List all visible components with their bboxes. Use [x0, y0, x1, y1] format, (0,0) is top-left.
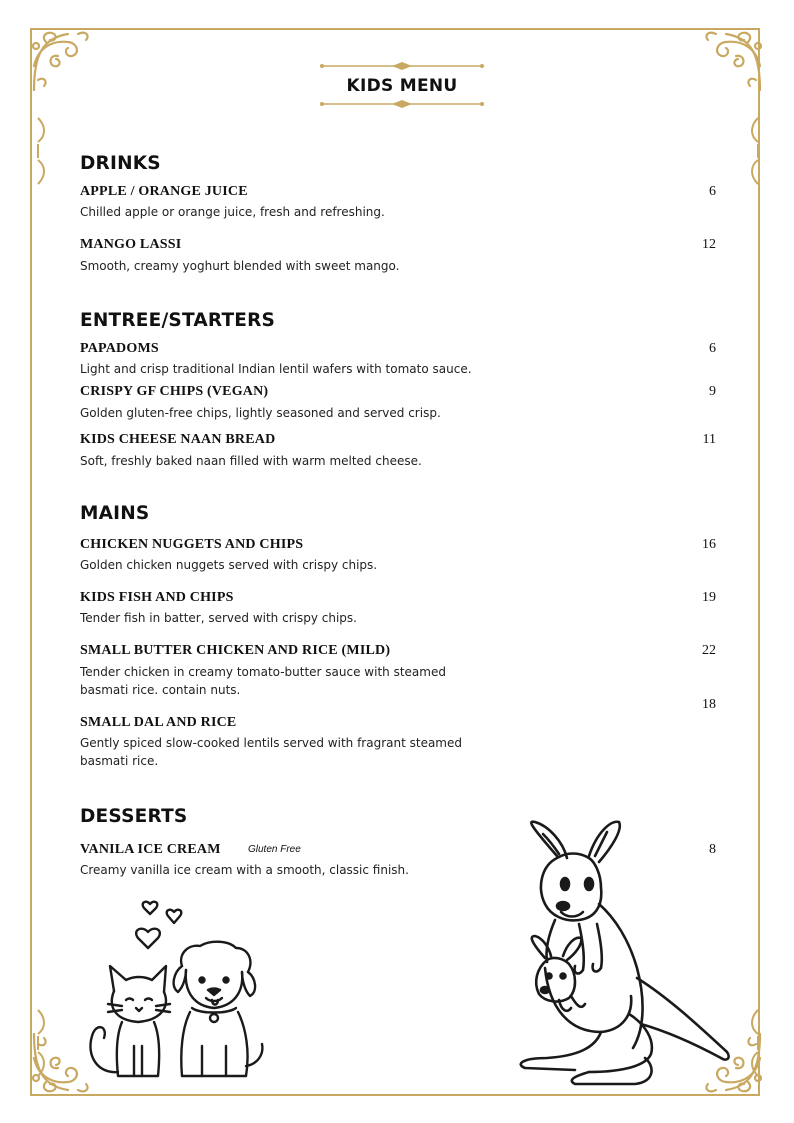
- cat-and-dog-illustration: [78, 896, 268, 1082]
- side-ornament-icon: [748, 116, 762, 186]
- side-ornament-icon: [34, 1008, 48, 1078]
- ornament-divider-icon: [320, 62, 484, 70]
- menu-item-name: KIDS FISH AND CHIPS: [80, 590, 234, 605]
- menu-item-price: 16: [702, 537, 716, 552]
- menu-item-name: PAPADOMS: [80, 341, 159, 356]
- menu-item-price: 8: [709, 842, 716, 857]
- corner-ornament-icon: [28, 26, 98, 96]
- menu-item-name: APPLE / ORANGE JUICE: [80, 184, 248, 199]
- menu-item-description: Chilled apple or orange juice, fresh and refreshing.: [80, 205, 385, 219]
- menu-item-price: 9: [709, 384, 716, 399]
- menu-item-name: SMALL DAL AND RICE: [80, 715, 237, 730]
- section-title-starters: ENTREE/STARTERS: [80, 310, 276, 331]
- menu-item-description: Gently spiced slow-cooked lentils served with fragrant steamed basmati rice.: [80, 736, 462, 768]
- page-title: KIDS MENU: [346, 76, 458, 96]
- menu-item-price: 18: [702, 697, 716, 712]
- menu-item-name: CHICKEN NUGGETS AND CHIPS: [80, 537, 304, 552]
- corner-ornament-icon: [696, 26, 766, 96]
- section-title-drinks: DRINKS: [80, 153, 161, 174]
- menu-item-description: Light and crisp traditional Indian lentil wafers with tomato sauce.: [80, 362, 472, 376]
- dietary-tag: Gluten Free: [248, 844, 301, 855]
- menu-item-description: Golden gluten-free chips, lightly seasoned and served crisp.: [80, 406, 441, 420]
- kangaroo-illustration: [505, 818, 737, 1088]
- menu-item-price: 22: [702, 643, 716, 658]
- menu-item-description: Smooth, creamy yoghurt blended with sweet mango.: [80, 259, 400, 273]
- menu-item-price: 19: [702, 590, 716, 605]
- menu-item-price: 6: [709, 341, 716, 356]
- menu-item-description: Tender chicken in creamy tomato-butter sauce with steamed basmati rice. contain nuts.: [80, 665, 446, 697]
- menu-item-name: KIDS CHEESE NAAN BREAD: [80, 432, 276, 447]
- menu-item-name: CRISPY GF CHIPS (VEGAN): [80, 384, 269, 399]
- side-ornament-icon: [34, 116, 48, 186]
- menu-item-description: Creamy vanilla ice cream with a smooth, classic finish.: [80, 863, 409, 877]
- menu-item-description: Tender fish in batter, served with crispy chips.: [80, 611, 357, 625]
- menu-item-price: 12: [702, 237, 716, 252]
- menu-item-name: SMALL BUTTER CHICKEN AND RICE (MILD): [80, 643, 391, 658]
- menu-header: [320, 62, 484, 108]
- menu-item-description: Soft, freshly baked naan filled with warm melted cheese.: [80, 454, 422, 468]
- menu-item-name: VANILA ICE CREAM: [80, 842, 221, 857]
- menu-item-name: MANGO LASSI: [80, 237, 182, 252]
- menu-item-description: Golden chicken nuggets served with crispy chips.: [80, 558, 378, 572]
- ornament-divider-icon: [320, 100, 484, 108]
- menu-item-price: 11: [702, 432, 716, 447]
- section-title-desserts: DESSERTS: [80, 806, 188, 827]
- menu-item-price: 6: [709, 184, 716, 199]
- section-title-mains: MAINS: [80, 503, 150, 524]
- side-ornament-icon: [748, 1008, 762, 1078]
